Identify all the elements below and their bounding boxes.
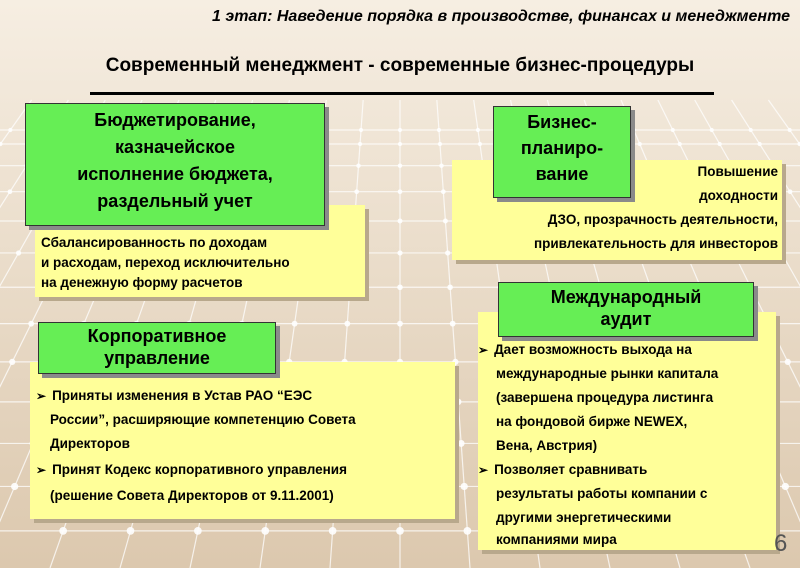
budget-heading-line: исполнение бюджета, — [77, 164, 273, 184]
audit-list-item: компаниями мира — [496, 532, 617, 547]
business-planning-heading-box — [493, 106, 631, 198]
grid-node — [397, 285, 403, 291]
grid-node — [441, 189, 446, 194]
audit-list-item: Вена, Австрия) — [496, 438, 598, 453]
grid-node — [194, 527, 202, 535]
corporate-list-item: Директоров — [50, 436, 130, 451]
corporate-list-item: ➢ Принят Кодекс корпоративного управления — [36, 462, 347, 477]
business-planning-heading-line: Бизнес- — [527, 112, 597, 132]
grid-node — [439, 163, 443, 167]
grid-node — [59, 527, 67, 535]
grid-node — [447, 285, 453, 291]
business-planning-text-line: Повышение — [697, 164, 778, 179]
business-planning-heading-line: планиро- — [520, 138, 604, 158]
arrow-bullet-icon: ➢ — [478, 343, 489, 357]
arrow-bullet-icon: ➢ — [36, 463, 47, 477]
audit-description-box — [478, 312, 776, 550]
stage-title: 1 этап: Наведение порядка в производстве, финансах и менеджменте — [212, 8, 790, 25]
grid-node — [443, 218, 448, 223]
grid-node — [397, 250, 402, 255]
grid-node — [292, 321, 298, 327]
business-planning-heading-line: вание — [535, 164, 589, 184]
business-planning-text-line: ДЗО, прозрачность деятельности, — [547, 212, 778, 227]
grid-node — [464, 527, 472, 535]
grid-node — [718, 142, 722, 146]
corporate-heading-box — [38, 322, 276, 374]
corporate-list-item: ➢ Приняты изменения в Устав РАО “ЕЭС — [36, 388, 313, 403]
grid-node — [758, 142, 762, 146]
grid-node — [261, 527, 269, 535]
grid-node — [8, 128, 12, 132]
corporate-heading-line: Корпоративное — [87, 326, 227, 346]
audit-list-item: на фондовой бирже NEWEX, — [496, 414, 688, 429]
grid-node — [398, 128, 402, 132]
budget-text-line: Сбалансированность по доходам — [41, 235, 268, 250]
grid-node — [458, 440, 465, 447]
page-number: 6 — [774, 530, 788, 557]
audit-list-item: международные рынки капитала — [496, 366, 719, 381]
business-planning-text-line: доходности — [699, 188, 778, 203]
grid-node — [396, 527, 404, 535]
arrow-bullet-icon: ➢ — [36, 389, 47, 403]
grid-node — [359, 128, 363, 132]
audit-list-item: результаты работы компании с — [496, 486, 708, 501]
budget-heading-box — [25, 103, 325, 226]
grid-node — [398, 142, 402, 146]
grid-node — [476, 128, 480, 132]
arrow-bullet-icon: ➢ — [478, 463, 489, 477]
grid-node — [397, 321, 403, 327]
grid-node — [455, 399, 462, 406]
grid-node — [28, 321, 34, 327]
grid-node — [461, 483, 468, 490]
grid-node — [638, 142, 642, 146]
budget-heading-line: раздельный учет — [97, 191, 253, 211]
grid-node — [354, 189, 359, 194]
budget-heading-line: казначейское — [115, 137, 235, 157]
grid-node — [749, 128, 753, 132]
corporate-description-box — [30, 362, 455, 519]
grid-node — [11, 483, 18, 490]
grid-node — [478, 142, 482, 146]
grid-node — [782, 483, 789, 490]
grid-node — [398, 189, 403, 194]
grid-node — [450, 321, 456, 327]
budget-text-line: на денежную форму расчетов — [41, 275, 243, 290]
grid-node — [632, 128, 636, 132]
main-title: Современный менеджмент - современные бизнес-процедуры — [105, 55, 695, 76]
corporate-list-item: России”, расширяющие компетенцию Совета — [50, 412, 356, 427]
grid-node — [398, 218, 403, 223]
grid-node — [344, 321, 350, 327]
audit-heading-line: аудит — [600, 309, 652, 329]
audit-list-item: ➢ Позволяет сравнивать — [478, 462, 648, 477]
corporate-list-item: (решение Совета Директоров от 9.11.2001) — [50, 488, 334, 503]
title-underline — [90, 92, 714, 95]
grid-node — [8, 189, 13, 194]
grid-node — [437, 128, 441, 132]
grid-node — [785, 359, 791, 365]
audit-list-item: ➢ Дает возможность выхода на — [478, 342, 692, 357]
audit-heading-line: Международный — [550, 287, 702, 307]
grid-node — [398, 163, 402, 167]
grid-node — [127, 527, 135, 535]
grid-node — [329, 527, 337, 535]
budget-heading-line: Бюджетирование, — [94, 110, 256, 130]
grid-node — [438, 142, 442, 146]
audit-list-item: (завершена процедура листинга — [496, 390, 714, 405]
grid-node — [356, 163, 360, 167]
grid-node — [788, 189, 793, 194]
grid-node — [358, 142, 362, 146]
grid-node — [445, 250, 450, 255]
grid-node — [16, 250, 21, 255]
grid-node — [9, 359, 15, 365]
business-planning-text-line: привлекательность для инвесторов — [533, 236, 778, 251]
corporate-heading-line: управление — [104, 348, 210, 368]
audit-heading-box — [498, 282, 754, 337]
audit-list-item: другими энергетическими — [496, 510, 672, 525]
grid-node — [788, 128, 792, 132]
budget-text-line: и расходам, переход исключительно — [41, 255, 290, 270]
grid-node — [671, 128, 675, 132]
grid-node — [710, 128, 714, 132]
grid-node — [678, 142, 682, 146]
